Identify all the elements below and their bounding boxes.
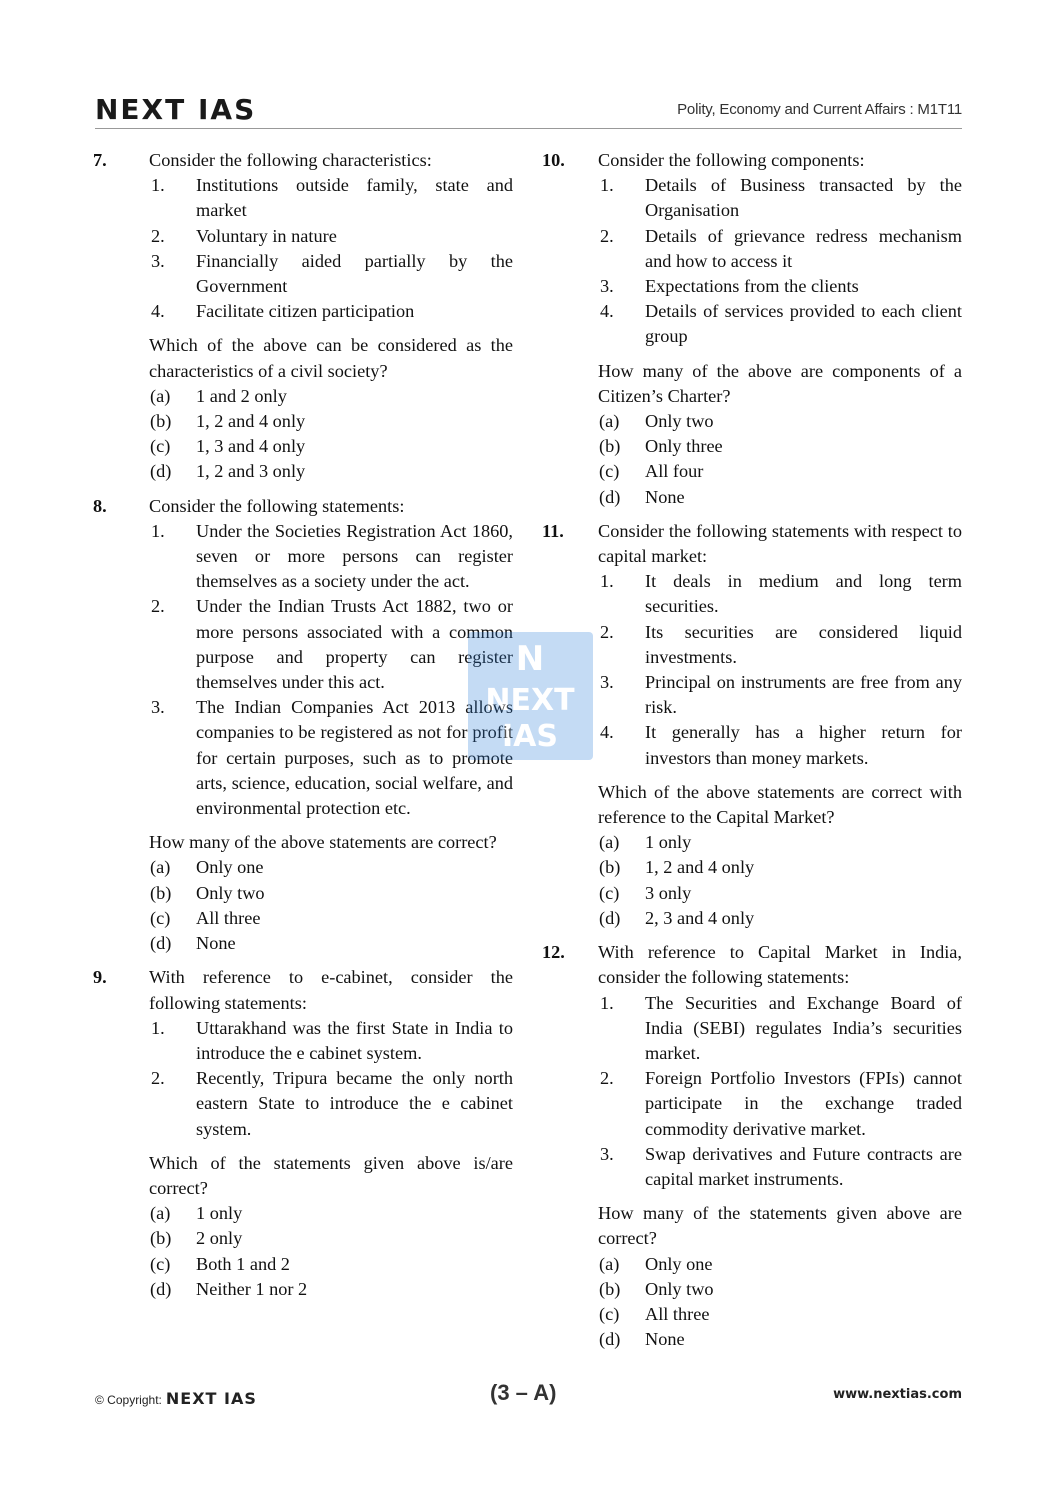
statement xyxy=(598,274,962,299)
option xyxy=(149,384,513,409)
watermark-mark: N xyxy=(515,639,545,679)
option xyxy=(598,1252,962,1277)
option xyxy=(149,1277,513,1302)
statement-number: 1. xyxy=(600,175,614,196)
statement xyxy=(598,224,962,274)
statement xyxy=(149,594,513,695)
option-text: Only two xyxy=(645,1278,714,1299)
paper-subject: Polity, Economy and Current Affairs : M1T11 xyxy=(677,101,962,118)
option-letter: (b) xyxy=(599,436,621,457)
question-number: 7. xyxy=(93,150,107,170)
option xyxy=(598,434,962,459)
header-divider xyxy=(95,128,962,129)
option-text: 1, 3 and 4 only xyxy=(196,436,306,457)
option-text: Only two xyxy=(645,411,714,432)
watermark-text-next: NEXT xyxy=(485,683,575,718)
option xyxy=(149,906,513,931)
option-letter: (a) xyxy=(599,832,620,853)
statement xyxy=(149,299,513,324)
question-prompt: Which of the above statements are correct with reference to the Capital Market? xyxy=(598,781,962,828)
option-letter: (a) xyxy=(599,1253,620,1274)
option xyxy=(598,1302,962,1327)
question-prompt: How many of the statements given above are correct? xyxy=(598,1203,962,1249)
question-number: 11. xyxy=(542,520,564,541)
option xyxy=(598,1327,962,1352)
statement-text: Voluntary in nature xyxy=(196,225,337,246)
question-7 xyxy=(93,148,513,485)
statement-text: Details of Business transacted by the Organisation xyxy=(645,175,962,221)
statement-text: Details of grievance redress mechanism and how to access it xyxy=(645,225,962,271)
option-text: Only two xyxy=(196,882,265,903)
watermark-text-ias: IAS xyxy=(502,719,558,754)
question-stem: Consider the following statements with respect to capital market: xyxy=(598,520,962,567)
statement xyxy=(149,224,513,249)
statement-text: Facilitate citizen participation xyxy=(196,301,415,322)
statement-text: Swap derivatives and Future contracts are capital market instruments. xyxy=(645,1143,962,1189)
statement xyxy=(598,720,962,770)
option-text: All three xyxy=(196,907,261,928)
option-text: 1 only xyxy=(645,832,692,853)
option xyxy=(598,906,962,931)
option-text: 2 only xyxy=(196,1228,243,1249)
statement-text: Uttarakhand was the first State in India to introduce the e cabinet system. xyxy=(196,1017,513,1063)
question-number: 8. xyxy=(93,495,107,516)
question-number: 12. xyxy=(542,942,565,963)
question-stem: With reference to e-cabinet, consider the following statements: xyxy=(149,967,513,1013)
option-text: 1, 2 and 4 only xyxy=(196,411,306,432)
option-letter: (b) xyxy=(599,857,621,878)
statement-text: Details of services provided to each client group xyxy=(645,301,962,347)
statement-number: 3. xyxy=(151,697,165,718)
question-stem: Consider the following components: xyxy=(598,150,865,170)
option-text: Only one xyxy=(196,857,264,878)
statement xyxy=(598,1142,962,1192)
statement-text: Under the Indian Trusts Act 1882, two or more persons associated with a common purpose and property can register themselves under this act. xyxy=(196,596,513,693)
option-text: All three xyxy=(645,1303,710,1324)
option-letter: (d) xyxy=(150,461,172,482)
question-number: 9. xyxy=(93,967,107,988)
statement-text: It generally has a higher return for investors than money markets. xyxy=(645,722,962,768)
option xyxy=(149,409,513,434)
watermark-logo xyxy=(468,632,593,760)
option-text: Only one xyxy=(645,1253,713,1274)
statement-text: Principal on instruments are free from any risk. xyxy=(645,672,962,718)
option xyxy=(598,1277,962,1302)
statement xyxy=(598,620,962,670)
left-column xyxy=(93,148,513,1311)
option-letter: (d) xyxy=(599,1329,621,1350)
statement xyxy=(598,991,962,1067)
option-letter: (b) xyxy=(150,411,172,432)
statement xyxy=(149,1016,513,1066)
copyright-label: © Copyright: xyxy=(95,1393,162,1407)
statement xyxy=(149,519,513,595)
statement xyxy=(149,173,513,223)
statement-text: The Securities and Exchange Board of India (SEBI) regulates India’s securities market. xyxy=(645,992,962,1063)
option-text: 1, 2 and 3 only xyxy=(196,461,306,482)
website-url: www.nextias.com xyxy=(833,1387,962,1402)
option-text: All four xyxy=(645,461,704,482)
statement xyxy=(598,569,962,619)
question-9 xyxy=(93,965,513,1302)
option-text: 1 and 2 only xyxy=(196,385,287,406)
option xyxy=(149,1201,513,1226)
statement-number: 2. xyxy=(151,1068,165,1089)
right-column xyxy=(542,148,962,1361)
statement-text: Under the Societies Registration Act 1860, seven or more persons can register themselves as a society under the act. xyxy=(196,520,513,592)
option-letter: (a) xyxy=(150,857,171,878)
question-prompt: How many of the above are components of a Citizen’s Charter? xyxy=(598,360,962,406)
option-letter: (c) xyxy=(150,907,171,928)
statement-text: It deals in medium and long term securities. xyxy=(645,571,962,617)
question-prompt: Which of the above can be considered as the characteristics of a civil society? xyxy=(149,335,513,381)
option-text: None xyxy=(645,486,685,507)
statement-text: Expectations from the clients xyxy=(645,276,859,297)
option-letter: (a) xyxy=(599,411,620,432)
option-letter: (c) xyxy=(150,1253,171,1274)
statement-text: Financially aided partially by the Government xyxy=(196,250,513,297)
option xyxy=(149,931,513,956)
statement-number: 3. xyxy=(600,1143,614,1164)
statement xyxy=(149,1066,513,1142)
page-number: (3 – A) xyxy=(490,1380,557,1405)
statement-number: 1. xyxy=(151,520,165,541)
option-letter: (b) xyxy=(599,1278,621,1299)
statement-number: 1. xyxy=(600,571,614,592)
statement-text: Its securities are considered liquid investments. xyxy=(645,621,962,667)
question-stem: Consider the following statements: xyxy=(149,495,405,516)
option-letter: (c) xyxy=(599,1303,620,1324)
question-prompt: How many of the above statements are correct? xyxy=(149,832,497,853)
option-text: 2, 3 and 4 only xyxy=(645,907,755,928)
question-prompt: Which of the statements given above is/are correct? xyxy=(149,1152,513,1198)
option xyxy=(598,881,962,906)
option-text: Only three xyxy=(645,436,723,457)
statement xyxy=(149,695,513,821)
option xyxy=(149,1252,513,1277)
option xyxy=(598,855,962,880)
question-10 xyxy=(542,148,962,510)
brand-logo: NEXT IAS xyxy=(95,93,257,126)
statement-number: 2. xyxy=(151,596,165,617)
option xyxy=(598,409,962,434)
statement-number: 4. xyxy=(600,301,614,322)
question-8 xyxy=(93,494,513,957)
option-text: Neither 1 nor 2 xyxy=(196,1278,308,1299)
option-letter: (d) xyxy=(599,486,621,507)
option-text: 3 only xyxy=(645,882,692,903)
question-stem: Consider the following characteristics: xyxy=(149,150,432,170)
option xyxy=(598,830,962,855)
option-letter: (b) xyxy=(150,1228,172,1249)
statement xyxy=(598,299,962,349)
statement-text: Recently, Tripura became the only north eastern State to introduce the e cabinet system. xyxy=(196,1068,513,1139)
question-11 xyxy=(542,519,962,931)
option xyxy=(149,1226,513,1251)
statement-number: 1. xyxy=(151,1017,165,1038)
option-letter: (d) xyxy=(150,933,172,954)
option-letter: (d) xyxy=(150,1278,172,1299)
option-letter: (c) xyxy=(150,436,171,457)
statement-number: 2. xyxy=(600,621,614,642)
option-text: None xyxy=(645,1329,685,1350)
option xyxy=(598,459,962,484)
statement xyxy=(598,1066,962,1142)
option xyxy=(149,881,513,906)
option xyxy=(149,434,513,459)
option xyxy=(149,459,513,484)
option-text: 1 only xyxy=(196,1203,243,1224)
statement-number: 4. xyxy=(600,722,614,743)
option-letter: (a) xyxy=(150,385,171,406)
statement xyxy=(149,249,513,299)
footer-logo: NEXT IAS xyxy=(165,1389,257,1408)
statement xyxy=(598,173,962,223)
statement-text: Institutions outside family, state and market xyxy=(196,175,513,221)
statement-number: 3. xyxy=(151,250,165,271)
statement-text: The Indian Companies Act 2013 allows companies to be registered as not for profit for certain purposes, such as to promote arts, science, education, social welfare, and environmental protection etc. xyxy=(196,697,513,819)
statement-number: 3. xyxy=(600,276,614,297)
option xyxy=(149,855,513,880)
option-text: Both 1 and 2 xyxy=(196,1253,290,1274)
question-stem: With reference to Capital Market in India, consider the following statements: xyxy=(598,942,962,988)
option-letter: (a) xyxy=(150,1203,171,1224)
statement-number: 2. xyxy=(151,225,165,246)
statement-number: 1. xyxy=(600,992,614,1013)
statement-number: 2. xyxy=(600,1068,614,1089)
option xyxy=(598,485,962,510)
statement-number: 3. xyxy=(600,672,614,693)
option-letter: (c) xyxy=(599,882,620,903)
footer-copyright xyxy=(95,1389,257,1408)
question-number: 10. xyxy=(542,150,565,170)
statement-number: 1. xyxy=(151,175,165,196)
option-letter: (d) xyxy=(599,907,621,928)
statement-text: Foreign Portfolio Investors (FPIs) cannot participate in the exchange traded commodity derivative market. xyxy=(645,1068,962,1139)
question-12 xyxy=(542,940,962,1352)
statement xyxy=(598,670,962,720)
option-letter: (b) xyxy=(150,882,172,903)
statement-number: 2. xyxy=(600,225,614,246)
option-text: 1, 2 and 4 only xyxy=(645,857,755,878)
option-text: None xyxy=(196,933,236,954)
option-letter: (c) xyxy=(599,461,620,482)
statement-number: 4. xyxy=(151,301,165,322)
